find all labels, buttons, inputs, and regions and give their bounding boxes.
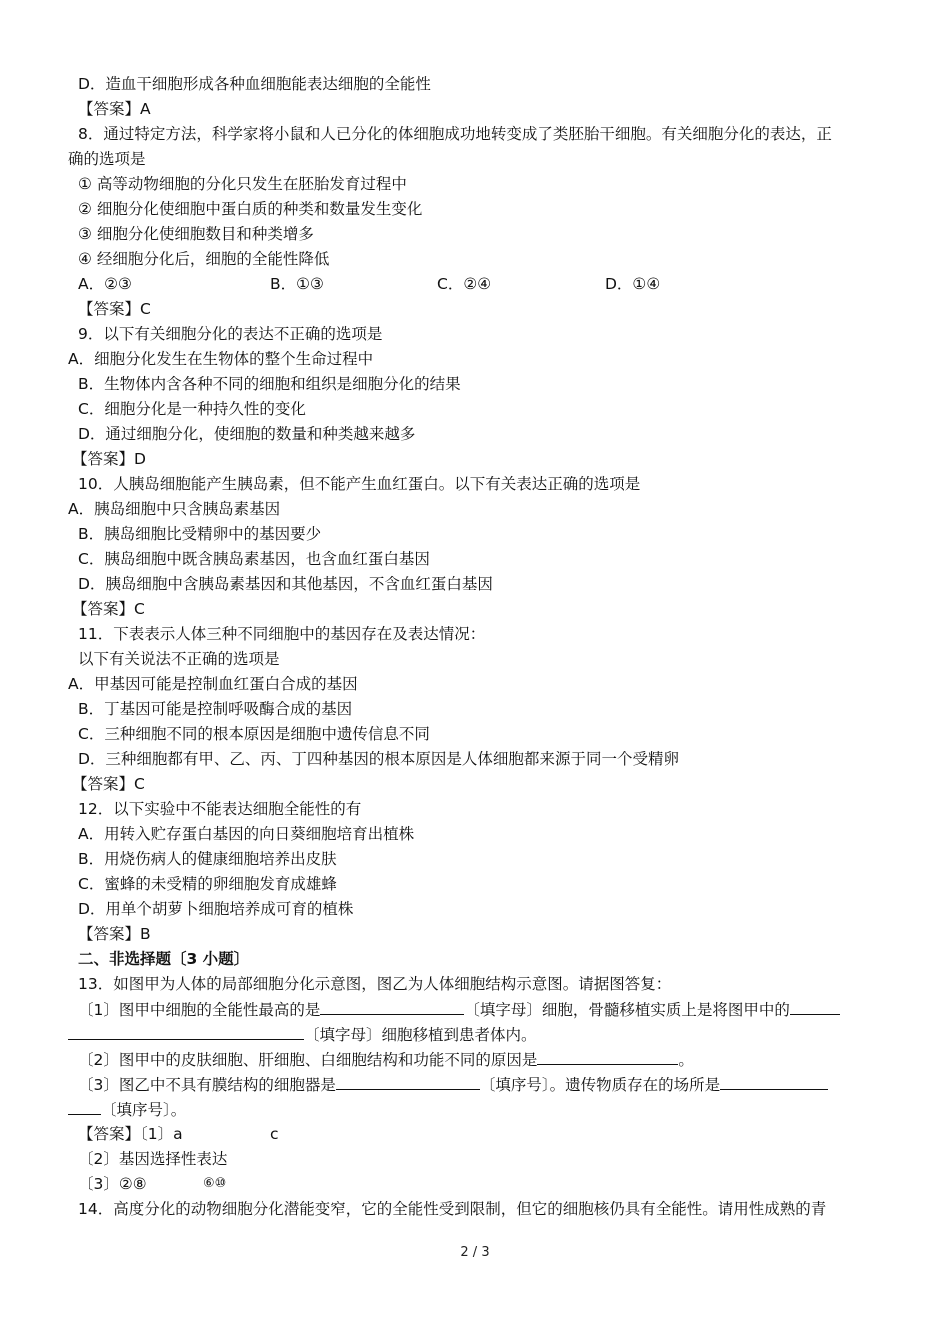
q10-option-d: D．胰岛细胞中含胰岛素基因和其他基因，不含血红蛋白基因 [78,575,493,593]
q13-answer-3-b: ⑥⑩ [203,1176,227,1191]
q11-option-b: B．丁基因可能是控制呼吸酶合成的基因 [78,700,353,718]
q9-stem: 9．以下有关细胞分化的表达不正确的选项是 [78,325,383,343]
q13-part-1-text-c: 〔填字母〕细胞移植到患者体内。 [304,1026,537,1044]
q13-blank-5-cont[interactable] [68,1098,101,1115]
q8-option-c: C．②④ [437,275,492,293]
q13-part-2-text-b: 。 [678,1051,694,1069]
q10-option-c: C．胰岛细胞中既含胰岛素基因，也含血红蛋白基因 [78,550,430,568]
q9-option-c: C．细胞分化是一种持久性的变化 [78,400,306,418]
q8-statement-4: ④ 经细胞分化后，细胞的全能性降低 [78,250,330,268]
q13-part-1-text-b: 〔填字母〕细胞，骨髓移植实质上是将图甲中的 [464,1001,790,1019]
q13-blank-4[interactable] [336,1073,480,1090]
q13-answer-3-a: 〔3〕②⑧ [78,1175,147,1193]
q13-answer-1-a: 【答案】〔1〕a [78,1125,183,1143]
q8-stem: 8．通过特定方法，科学家将小鼠和人已分化的体细胞成功地转变成了类胚胎干细胞。有关细胞分化的表达，正 [78,125,832,143]
q9-option-d: D．通过细胞分化，使细胞的数量和种类越来越多 [78,425,416,443]
q8-option-d: D．①④ [605,275,661,293]
q13-answer-1-b: c [270,1125,279,1143]
q13-blank-2[interactable] [790,998,840,1015]
q9-answer: 【答案】D [72,450,146,468]
q13-blank-5[interactable] [720,1073,828,1090]
q13-part-1-cont [68,1023,537,1046]
q13-part-2-text-a: 〔2〕图甲中的皮肤细胞、肝细胞、白细胞结构和功能不同的原因是 [78,1051,538,1069]
q8-stem-cont: 确的选项是 [68,150,146,168]
q8-statement-2: ② 细胞分化使细胞中蛋白质的种类和数量发生变化 [78,200,423,218]
q13-part-3-text-a: 〔3〕图乙中不具有膜结构的细胞器是 [78,1076,336,1094]
q12-option-c: C．蜜蜂的未受精的卵细胞发育成雄蜂 [78,875,337,893]
q12-answer: 【答案】B [78,925,151,943]
q13-part-3-cont [68,1098,186,1121]
q8-statement-3: ③ 细胞分化使细胞数目和种类增多 [78,225,314,243]
q10-option-a: A．胰岛细胞中只含胰岛素基因 [68,500,281,518]
q13-answer-2: 〔2〕基因选择性表达 [78,1150,228,1168]
q7-option-d: D．造血干细胞形成各种血细胞能表达细胞的全能性 [78,75,431,93]
q12-option-b: B．用烧伤病人的健康细胞培养出皮肤 [78,850,337,868]
q13-blank-2-cont[interactable] [68,1023,304,1040]
q9-option-a: A．细胞分化发生在生物体的整个生命过程中 [68,350,374,368]
q7-answer: 【答案】A [78,100,151,118]
q13-blank-1[interactable] [320,998,464,1015]
q11-stem-cont: 以下有关说法不正确的选项是 [78,650,280,668]
q10-answer: 【答案】C [72,600,145,618]
q13-part-3-text-b: 〔填序号〕。遗传物质存在的场所是 [479,1076,721,1094]
q10-stem: 10．人胰岛细胞能产生胰岛素，但不能产生血红蛋白。以下有关表达正确的选项是 [78,475,641,493]
q8-statement-1: ① 高等动物细胞的分化只发生在胚胎发育过程中 [78,175,407,193]
page-number: 2 / 3 [460,1245,490,1260]
q13-part-3-text-c: 〔填序号〕。 [101,1101,187,1119]
q11-option-d: D．三种细胞都有甲、乙、丙、丁四种基因的根本原因是人体细胞都来源于同一个受精卵 [78,750,679,768]
q14-stem: 14．高度分化的动物细胞分化潜能变窄，它的全能性受到限制，但它的细胞核仍具有全能性。请用性成熟的青 [78,1200,827,1218]
q13-part-1-text-a: 〔1〕图甲中细胞的全能性最高的是 [78,1001,321,1019]
q11-option-c: C．三种细胞不同的根本原因是细胞中遗传信息不同 [78,725,430,743]
q8-option-b: B．①③ [270,275,324,293]
q8-answer: 【答案】C [78,300,151,318]
q13-part-1 [78,998,840,1021]
q13-part-2 [78,1048,694,1071]
q13-stem: 13．如图甲为人体的局部细胞分化示意图，图乙为人体细胞结构示意图。请据图答复： [78,975,672,993]
q12-stem: 12．以下实验中不能表达细胞全能性的有 [78,800,362,818]
q13-part-3 [78,1073,828,1096]
q9-option-b: B．生物体内含各种不同的细胞和组织是细胞分化的结果 [78,375,461,393]
q13-answer-1 [78,1123,478,1145]
section-heading: 二、非选择题〔3 小题〕 [78,950,250,968]
q12-option-a: A．用转入贮存蛋白基因的向日葵细胞培育出植株 [78,825,415,843]
q11-stem: 11．下表表示人体三种不同细胞中的基因存在及表达情况： [78,625,486,643]
q11-answer: 【答案】C [72,775,145,793]
q8-option-a: A．②③ [78,275,132,293]
q13-answer-3 [78,1173,478,1195]
q13-blank-3[interactable] [537,1048,678,1065]
q12-option-d: D．用单个胡萝卜细胞培养成可育的植株 [78,900,354,918]
q11-option-a: A．甲基因可能是控制血红蛋白合成的基因 [68,675,358,693]
q10-option-b: B．胰岛细胞比受精卵中的基因要少 [78,525,322,543]
